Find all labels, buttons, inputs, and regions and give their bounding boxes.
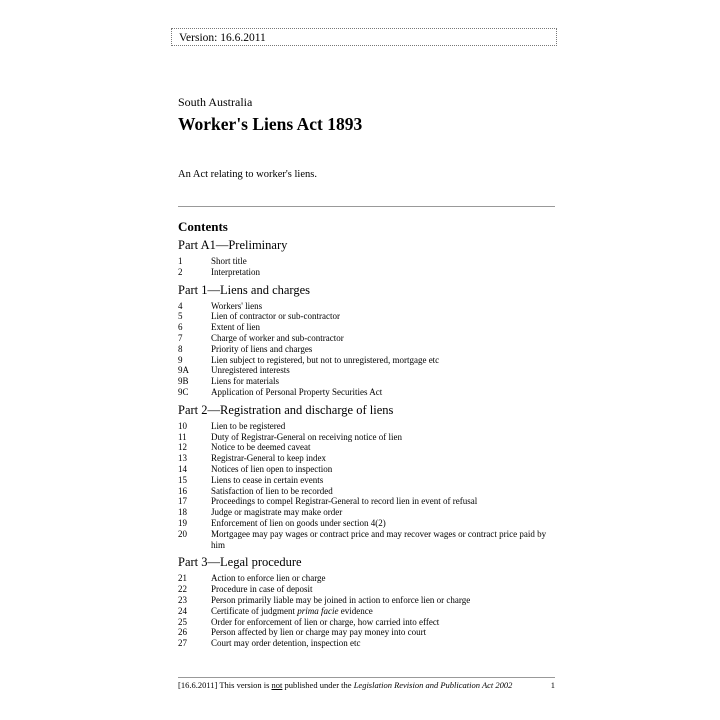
footer-act-name: Legislation Revision and Publication Act 2002 [353,680,513,690]
section-item [178,573,555,584]
page-number: 1 [550,680,555,690]
section-item [178,322,555,333]
section-title-part: Certificate of judgment [211,605,298,616]
section-title: Extent of lien [211,322,260,333]
section-item [178,432,555,443]
section-title [211,606,555,617]
section-item [178,595,555,606]
section-title: Liens for materials [211,376,279,387]
section-number: 9A [178,365,189,376]
part-heading: Part 3—Legal procedure [178,555,302,570]
section-title: Action to enforce lien or charge [211,573,326,584]
section-title: Judge or magistrate may make order [211,507,343,518]
section-number: 4 [178,300,183,311]
section-number: 25 [178,616,187,627]
table-of-contents [178,219,555,654]
section-item [178,344,555,355]
section-title: Workers' liens [211,300,263,311]
section-number: 15 [178,474,187,485]
section-title: Procedure in case of deposit [211,584,313,595]
section-title-part: evidence [338,605,373,616]
section-item [178,453,555,464]
section-title: Court may order detention, inspection etc [211,638,361,649]
section-number: 16 [178,485,187,496]
section-title-italic: prima facie [297,605,339,616]
part-heading: Part 2—Registration and discharge of liens [178,402,394,417]
section-title: Liens to cease in certain events [211,474,324,485]
section-number: 26 [178,627,187,638]
section-title: Registrar-General to keep index [211,453,327,464]
section-number: 14 [178,463,187,474]
section-title: Notice to be deemed caveat [211,442,311,453]
section-number: 27 [178,638,187,649]
section-number: 18 [178,507,187,518]
section-title: Notices of lien open to inspection [211,463,333,474]
section-item [178,256,555,267]
footer-text-middle: published under the [282,680,354,690]
section-title: Lien to be registered [211,420,286,431]
top-divider [178,206,555,207]
part-heading: Part A1—Preliminary [178,238,288,252]
section-number: 12 [178,442,187,453]
section-number: 9 [178,354,183,365]
footer-date: [16.6.2011] [178,680,218,690]
version-box [171,28,557,46]
section-number: 24 [178,605,187,616]
section-title: Charge of worker and sub-contractor [211,332,344,343]
version-label: Version: 16.6.2011 [179,32,266,44]
section-item [178,421,555,432]
section-number: 1 [178,256,183,266]
contents-parts [178,238,555,649]
part-heading: Part 1—Liens and charges [178,282,311,297]
section-item [178,355,555,366]
section-item [178,507,555,518]
section-item [178,606,555,617]
section-item [178,496,555,507]
section-list [178,256,555,278]
section-number: 10 [178,420,187,431]
section-title: Mortgagee may pay wages or contract price and may recover wages or contract price paid by him [211,528,547,550]
section-number: 9C [178,386,189,397]
section-number: 17 [178,496,187,507]
section-number: 19 [178,517,187,528]
section-title: Order for enforcement of lien or charge, how carried into effect [211,616,440,627]
section-item [178,518,555,529]
section-title: Person affected by lien or charge may pay money into court [211,627,427,638]
section-number: 6 [178,322,183,333]
section-item [178,365,555,376]
section-item [178,475,555,486]
section-title: Unregistered interests [211,365,290,376]
section-title: Lien of contractor or sub-contractor [211,311,340,322]
section-title: Lien subject to registered, but not to unregistered, mortgage etc [211,354,440,365]
section-item [178,617,555,628]
jurisdiction: South Australia [178,95,253,109]
section-list [178,301,555,398]
section-number: 22 [178,584,187,595]
section-number: 2 [178,266,183,277]
section-title: Enforcement of lien on goods under section 4(2) [211,517,386,528]
section-item [178,311,555,322]
section-title: Application of Personal Property Securities Act [211,386,383,397]
footer-not: not [271,680,283,690]
section-title: Interpretation [211,266,260,277]
section-item [178,442,555,453]
section-number: 11 [178,431,187,442]
section-title: Priority of liens and charges [211,343,313,354]
section-item [178,584,555,595]
section-title: Short title [211,256,247,266]
section-item [178,387,555,398]
contents-heading: Contents [178,219,228,234]
act-title: Worker's Liens Act 1893 [178,114,363,134]
page-footer [178,680,555,691]
section-list [178,421,555,551]
footer-text-before: This version is [217,680,272,690]
section-item [178,486,555,497]
section-list [178,573,555,649]
long-title: An Act relating to worker's liens. [178,169,317,180]
section-number: 7 [178,332,183,343]
section-item [178,638,555,649]
footer-divider [178,677,555,678]
section-number: 23 [178,594,187,605]
section-item [178,301,555,312]
section-number: 20 [178,528,187,539]
section-item [178,529,555,551]
section-number: 9B [178,376,189,387]
section-item [178,464,555,475]
section-item [178,627,555,638]
section-item [178,333,555,344]
section-number: 13 [178,453,187,464]
section-number: 8 [178,343,183,354]
section-item [178,267,555,278]
section-title: Proceedings to compel Registrar-General to record lien in event of refusal [211,496,478,507]
section-item [178,376,555,387]
section-title: Person primarily liable may be joined in action to enforce lien or charge [211,594,471,605]
section-number: 21 [178,573,187,584]
section-title: Duty of Registrar-General on receiving notice of lien [211,431,402,442]
section-number: 5 [178,311,183,322]
section-title: Satisfaction of lien to be recorded [211,485,333,496]
